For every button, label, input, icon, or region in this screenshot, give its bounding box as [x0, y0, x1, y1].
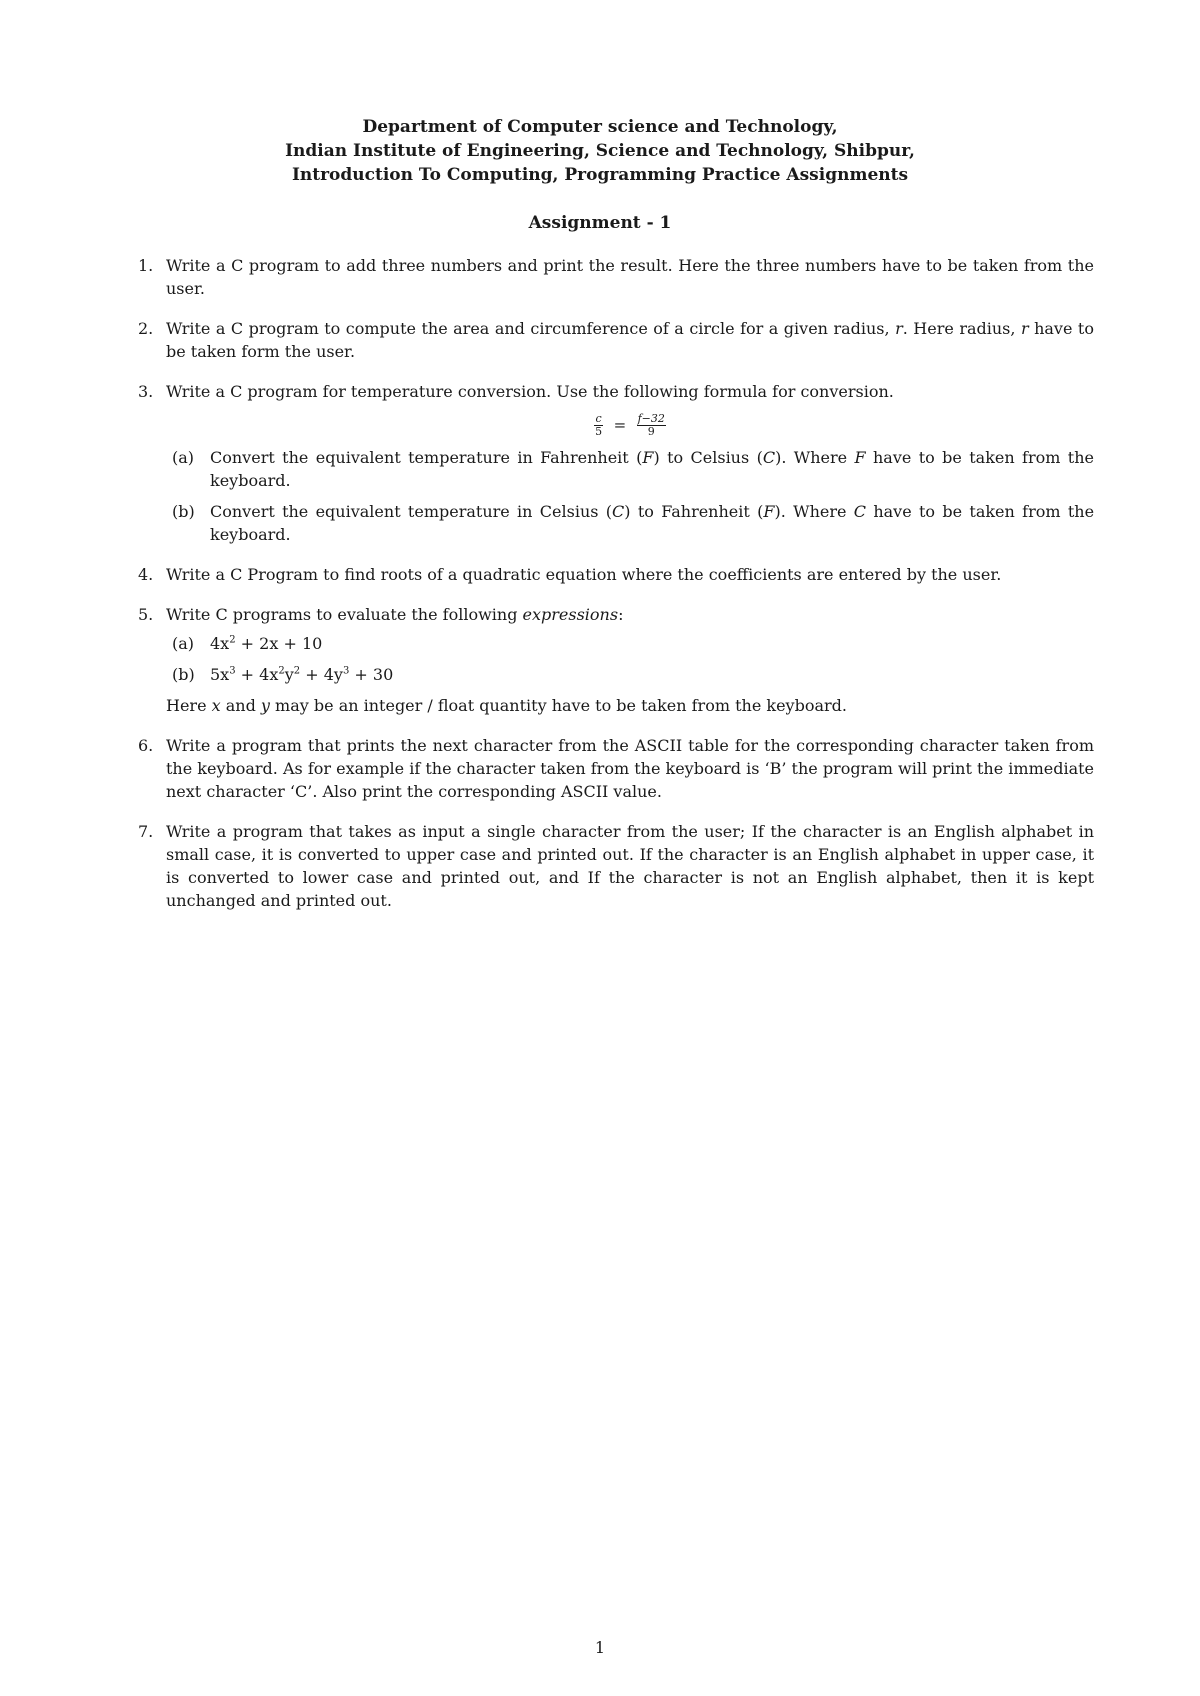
question-3: [138, 380, 1094, 546]
sub-question-b: [166, 500, 1094, 546]
question-number: 5.: [138, 605, 154, 624]
formula-numerator: f−32: [637, 412, 665, 425]
formula-numerator: c: [595, 412, 602, 425]
question-number: 2.: [138, 319, 154, 338]
header-course: Introduction To Computing, Programming Practice Assignments: [291, 165, 909, 185]
formula-denominator: 5: [595, 425, 603, 438]
question-number: 3.: [138, 382, 154, 401]
sub-question-label: (b): [172, 665, 195, 684]
variable-r: r: [895, 319, 903, 338]
question-1: [138, 254, 1094, 300]
assignment-title: Assignment - 1: [528, 213, 672, 233]
sub-question-label: (a): [172, 448, 195, 467]
formula-equals: =: [613, 416, 627, 434]
expression-a: $4x^2 + 2x + 10$: [210, 634, 323, 653]
question-text: Write a C program to compute the area and circumference of a circle for a given radius, r. Here radius, r have to be taken form the user.: [166, 319, 1094, 361]
header-institute: Indian Institute of Engineering, Science and Technology, Shibpur,: [285, 141, 915, 161]
question-4: [138, 563, 1094, 586]
sub-question-text: Convert the equivalent temperature in Fahrenheit (F) to Celsius (C). Where F have to be taken from the keyboard.: [210, 448, 1095, 490]
question-list: [138, 254, 1094, 929]
page-number: 1: [594, 1638, 606, 1657]
sub-question-list: [166, 632, 1094, 686]
sub-question-label: (b): [172, 502, 195, 521]
emphasis-expressions: expressions: [522, 605, 619, 624]
conversion-formula: [166, 413, 1094, 438]
document-header: [0, 115, 1200, 187]
question-number: 4.: [138, 565, 154, 584]
sub-question-b: [166, 663, 1094, 686]
question-text: Write a program that prints the next character from the ASCII table for the corresponding character taken from the keyboard. As for example if the character taken from the keyboard is ‘B’ the program will print the immediate next character ‘C’. Also print the corresponding ASCII value.: [166, 736, 1094, 801]
formula-denominator: 9: [647, 425, 655, 438]
question-6: [138, 734, 1094, 803]
sub-question-a: [166, 446, 1094, 492]
sub-question-text: Convert the equivalent temperature in Celsius (C) to Fahrenheit (F). Where C have to be taken from the keyboard.: [210, 502, 1095, 544]
question-number: 1.: [138, 256, 154, 275]
expression-b: $5x^3 + 4x^2y^2 + 4y^3 + 30$: [210, 665, 394, 684]
sub-question-a: [166, 632, 1094, 655]
sub-question-label: (a): [172, 634, 195, 653]
question-text: Write a C program to add three numbers and print the result. Here the three numbers have to be taken from the user.: [166, 256, 1094, 298]
question-text: Write a C program for temperature conversion. Use the following formula for conversion.: [166, 382, 894, 401]
question-5: [138, 603, 1094, 717]
question-2: [138, 317, 1094, 363]
question-number: 6.: [138, 736, 154, 755]
variable-r: r: [1020, 319, 1029, 338]
question-text: Write a program that takes as input a single character from the user; If the character is an English alphabet in small case, it is converted to upper case and printed out. If the character is an English alphabet in upper case, it is converted to lower case and printed out, and If the character is not an English alphabet, then it is kept unchanged and printed out.: [166, 822, 1094, 910]
header-department: Department of Computer science and Technology,: [362, 117, 838, 137]
formula-fraction-left: [594, 413, 603, 438]
question-text: Write a C Program to find roots of a quadratic equation where the coefficients are entered by the user.: [166, 565, 1002, 584]
question-text: Write C programs to evaluate the following expressions:: [166, 605, 624, 624]
question-note: Here x and y may be an integer / float quantity have to be taken from the keyboard.: [166, 696, 847, 715]
sub-question-list: [166, 446, 1094, 546]
formula-fraction-right: [637, 413, 666, 438]
question-number: 7.: [138, 822, 154, 841]
question-7: [138, 820, 1094, 912]
